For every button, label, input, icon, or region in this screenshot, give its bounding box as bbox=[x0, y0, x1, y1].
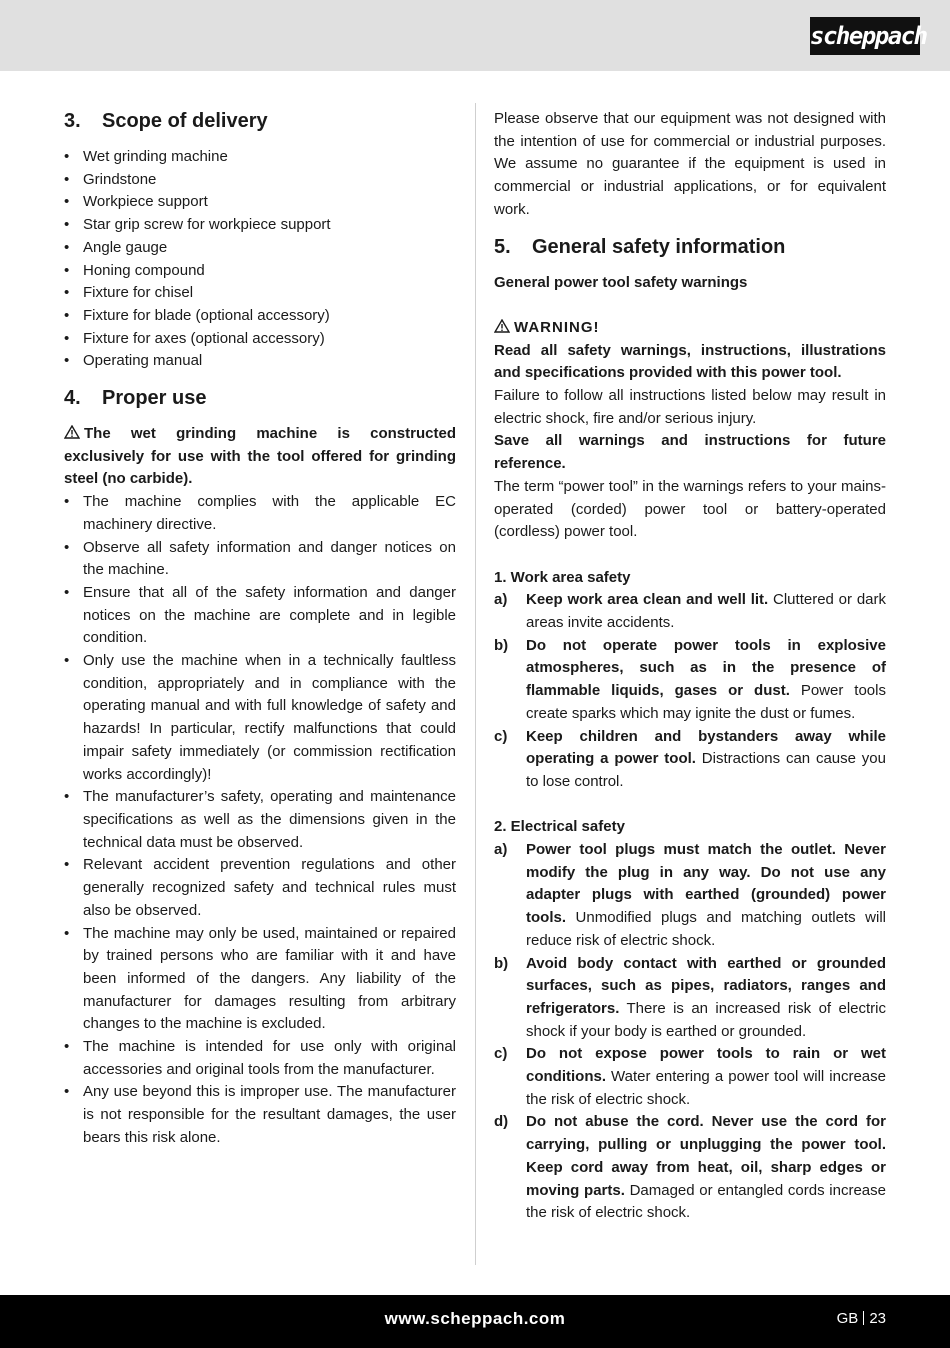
section-title: General safety information bbox=[532, 235, 786, 258]
intro-paragraph: Please observe that our equipment was not designed with the intention of use for commercial or industrial purposes. We assume no guarantee if the equipment is used in commercial or industrial applications, or for equivalent work. bbox=[494, 110, 886, 218]
page-header bbox=[0, 0, 950, 71]
section-title: Proper use bbox=[102, 387, 207, 410]
proper-use-intro: The wet grinding machine is constructed exclusively for use with the tool offered for grinding steel (no carbide). bbox=[64, 425, 456, 488]
left-column bbox=[64, 108, 456, 1150]
electrical-safety-list bbox=[494, 839, 886, 1225]
list-item: • The machine is intended for use only with original accessories and original tools from the manufacturer. bbox=[64, 1038, 456, 1078]
work-area-list bbox=[494, 589, 886, 793]
page-number: 23 bbox=[869, 1310, 886, 1327]
list-item: • Any use beyond this is improper use. The manufacturer is not responsible for the resultant damages, the user bears this risk alone. bbox=[64, 1083, 456, 1146]
save-warning-text: Save all warnings and instructions for future reference. bbox=[494, 432, 886, 473]
list-item: • Relevant accident prevention regulations and other generally recognized safety and technical rules must also be observed. bbox=[64, 856, 456, 919]
section-number: 4. bbox=[64, 387, 81, 410]
section-number: 5. bbox=[494, 235, 511, 258]
page-indicator bbox=[837, 1310, 886, 1327]
page-footer bbox=[0, 1295, 950, 1348]
list-item: c) Keep children and bystanders away while operating a power tool. Distractions can cause you to lose control. bbox=[494, 727, 886, 790]
section-number: 3. bbox=[64, 110, 81, 132]
warning-triangle-icon bbox=[64, 425, 80, 439]
list-item: a) Keep work area clean and well lit. Cluttered or dark areas invite accidents. bbox=[494, 591, 886, 632]
list-item: • Honing compound bbox=[64, 261, 205, 279]
warning-triangle-icon bbox=[494, 319, 510, 333]
list-item: • Observe all safety information and danger notices on the machine. bbox=[64, 538, 456, 579]
list-item: • Workpiece support bbox=[64, 193, 208, 211]
list-item: • Wet grinding machine bbox=[64, 148, 228, 165]
scope-list bbox=[64, 146, 456, 373]
brand-logo: scheppach bbox=[810, 17, 920, 55]
list-item: • The manufacturer’s safety, operating and maintenance specifications as well as the dimensions given in the technical data must be observed. bbox=[64, 788, 456, 851]
section-4-heading bbox=[64, 385, 456, 411]
list-item: a) Power tool plugs must match the outlet. Never modify the plug in any way. Do not use any adapter plugs with earthed (grounded) power tools. Unmodified plugs and matching outlets will reduce risk of electric shock. bbox=[494, 841, 886, 949]
proper-use-list bbox=[64, 491, 456, 1149]
list-item: • Fixture for axes (optional accessory) bbox=[64, 329, 325, 347]
work-area-title: 1. Work area safety bbox=[494, 568, 631, 586]
list-item: c) Do not expose power tools to rain or wet conditions. Water entering a power tool will increase the risk of electric shock. bbox=[494, 1045, 886, 1108]
warning-bold-text: Read all safety warnings, instructions, illustrations and specifications provided with this power tool. bbox=[494, 341, 886, 382]
list-item: b) Do not operate power tools in explosive atmospheres, such as in the presence of flammable liquids, gases or dust. Power tools create sparks which may ignite the dust or fumes. bbox=[494, 636, 886, 722]
list-item: • Angle gauge bbox=[64, 238, 168, 256]
column-divider bbox=[475, 103, 476, 1265]
list-item: • The machine may only be used, maintained or repaired by trained persons who are familiar with it and have been informed of the dangers. Any liability of the manufacturer for damages resulting from arbitrary changes to the machine is excluded. bbox=[64, 924, 456, 1033]
section-3-heading bbox=[64, 108, 456, 134]
list-item: • Ensure that all of the safety information and danger notices on the machine are complete and in legible condition. bbox=[64, 583, 456, 647]
list-item: d) Do not abuse the cord. Never use the cord for carrying, pulling or unplugging the power tool. Keep cord away from heat, oil, sharp edges or moving parts. Damaged or entangled cords increase the risk of electric shock. bbox=[494, 1113, 886, 1222]
list-item: b) Avoid body contact with earthed or grounded surfaces, such as pipes, radiators, ranges and refrigerators. There is an increased risk of electric shock if your body is earthed or grounded. bbox=[494, 954, 886, 1040]
warning-heading: WARNING! bbox=[494, 317, 886, 340]
list-item: • Fixture for blade (optional accessory) bbox=[64, 306, 330, 324]
term-text: The term “power tool” in the warnings refers to your mains-operated (corded) power tool or battery-operated (cordless) power tool. bbox=[494, 477, 886, 541]
electrical-safety-title: 2. Electrical safety bbox=[494, 818, 625, 836]
list-item: • The machine complies with the applicable EC machinery directive. bbox=[64, 493, 456, 533]
list-item: • Fixture for chisel bbox=[64, 284, 194, 302]
list-item: • Grindstone bbox=[64, 170, 157, 188]
section-5-heading bbox=[494, 234, 886, 260]
warning-text: Failure to follow all instructions listed below may result in electric shock, fire and/or serious injury. bbox=[494, 387, 886, 427]
right-column bbox=[494, 108, 886, 1225]
language-code: GB bbox=[836, 1310, 859, 1327]
list-item: • Operating manual bbox=[64, 352, 203, 370]
section-title: Scope of delivery bbox=[102, 110, 268, 132]
list-item: • Only use the machine when in a technically faultless condition, appropriately and in compliance with the operating manual and with full knowledge of safety and hazards! In particular, rectify malfunctions that could impair safety immediately (or commission rectification works accordingly)! bbox=[64, 652, 456, 783]
subsection-title: General power tool safety warnings bbox=[494, 273, 748, 291]
list-item: • Star grip screw for workpiece support bbox=[64, 216, 331, 234]
website-url[interactable]: www.scheppach.com bbox=[384, 1309, 566, 1328]
